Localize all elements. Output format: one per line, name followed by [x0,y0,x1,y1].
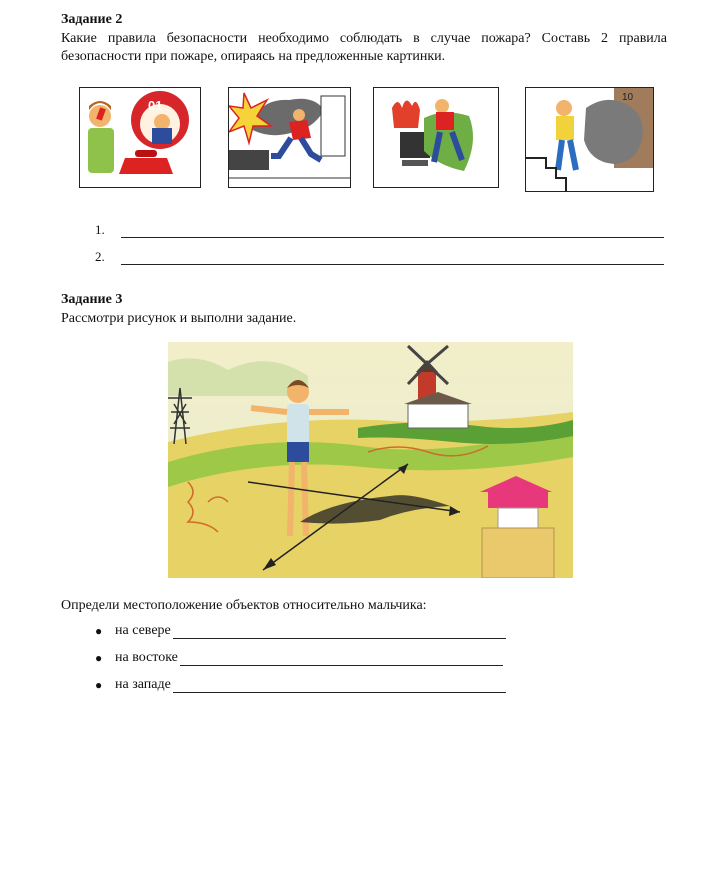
bullet-icon: ● [95,651,103,665]
answer-blank-1[interactable] [121,225,664,238]
direction-row-east [95,650,503,666]
task3-question: Определи местоположение объектов относительно мальчика: [61,598,427,613]
answer-line-1 [95,222,664,238]
answer-blank-east[interactable] [180,653,503,666]
explosion-escape-picture [228,87,351,188]
task3-title: Задание 3 [61,292,123,307]
direction-label-east: на востоке [115,650,178,665]
direction-row-north [95,623,506,639]
boy-landscape-with-windmill-tower-well-picture [168,342,573,578]
answer-blank-west[interactable] [173,680,506,693]
direction-row-west [95,677,506,693]
direction-label-west: на западе [115,677,171,692]
bullet-icon: ● [95,624,103,638]
smoke-escape-picture [525,87,654,192]
covering-fire-with-blanket-picture [373,87,499,188]
answer-number-2: 2. [95,249,105,264]
answer-blank-north[interactable] [173,626,506,639]
phone-call-01-picture [79,87,201,188]
door-number-label: 10 [622,92,634,103]
task2-question-line1: Какие правила безопасности необходимо соблюдать в случае пожара? Составь 2 правила [61,31,667,46]
bullet-icon: ● [95,678,103,692]
task2-question-line2: безопасности при пожаре, опираясь на предложенные картинки. [61,49,446,64]
answer-blank-2[interactable] [121,252,664,265]
task2-title: Задание 2 [61,12,123,27]
task3-instruction: Рассмотри рисунок и выполни задание. [61,311,297,326]
answer-line-2 [95,249,664,265]
badge-01-label: 01 [148,98,163,113]
direction-label-north: на севере [115,623,171,638]
answer-number-1: 1. [95,222,105,237]
